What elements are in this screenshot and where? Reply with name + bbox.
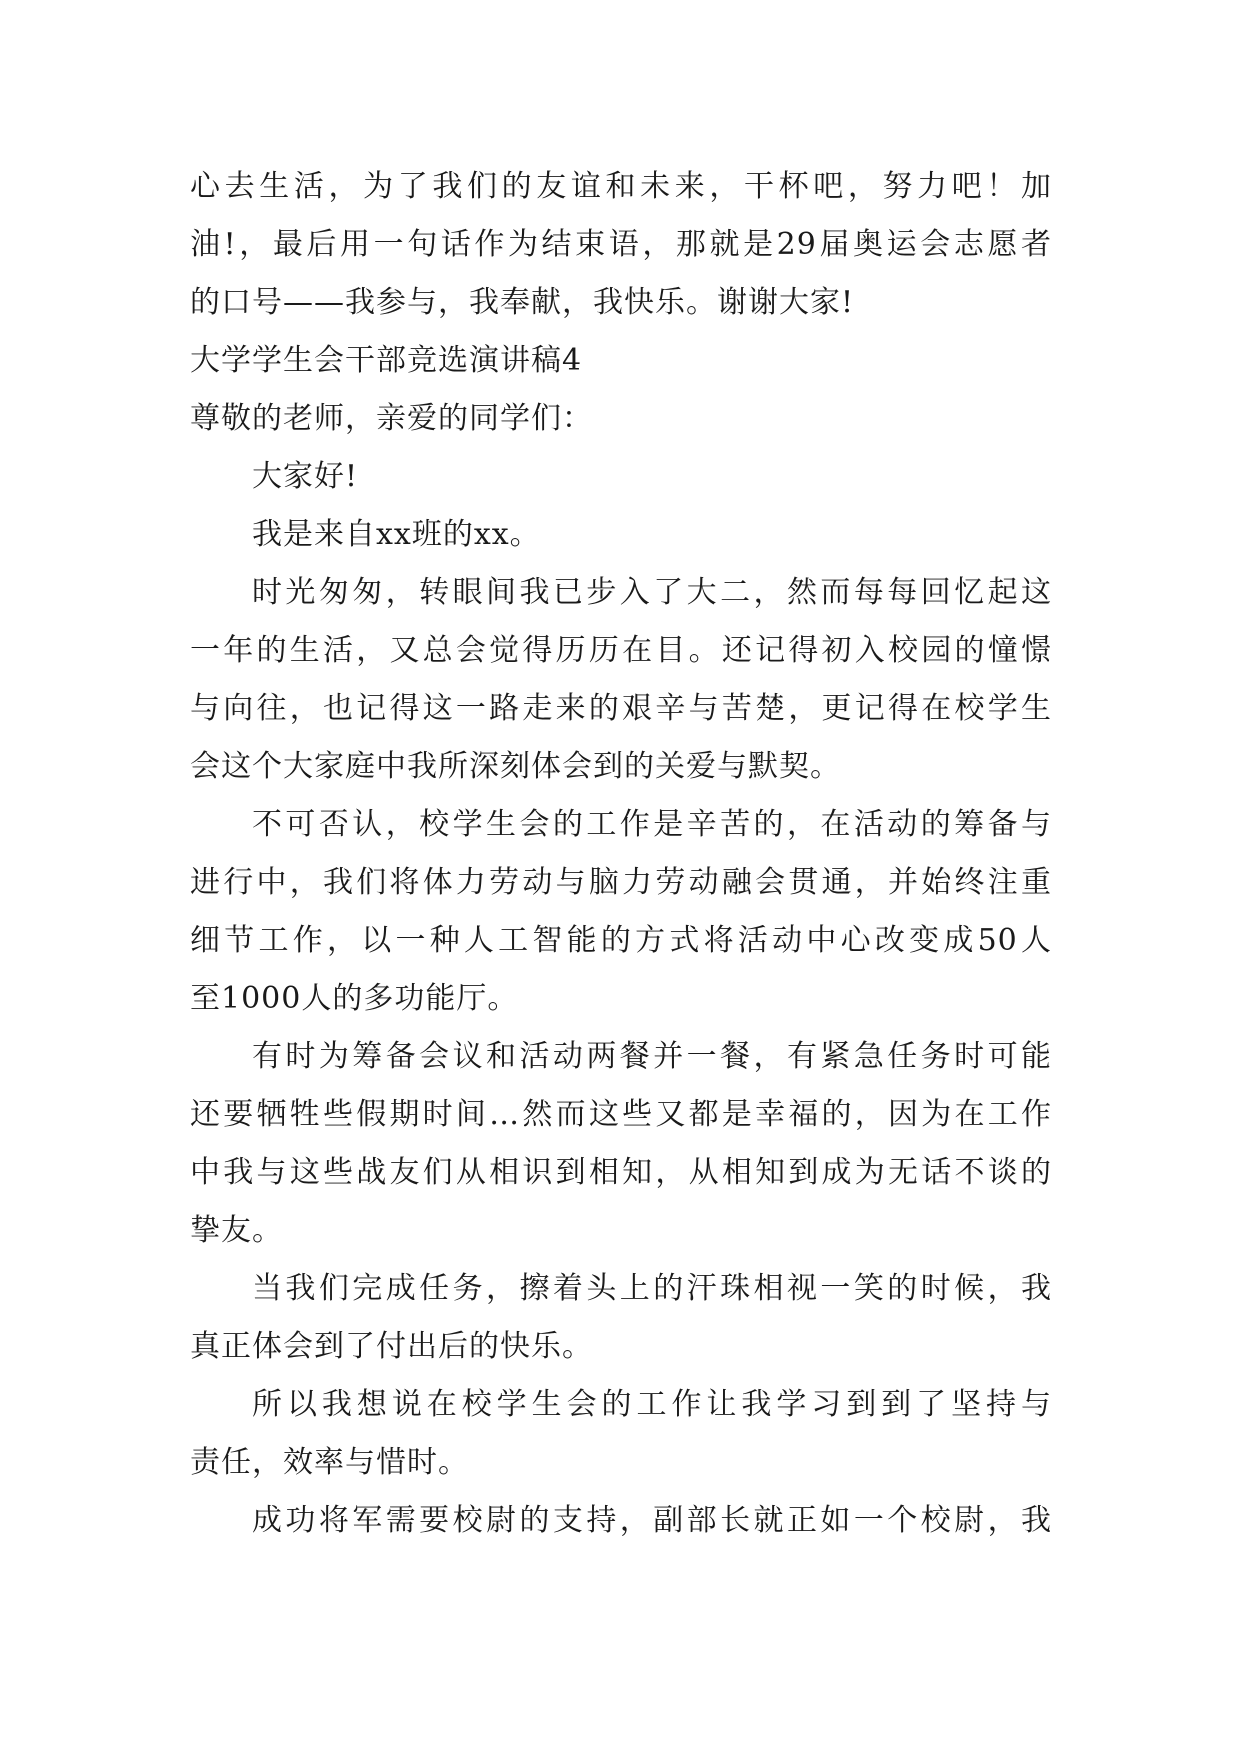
text-line: 挚友。 [190,1213,283,1248]
text-line: 还要牺牲些假期时间…然而这些又都是幸福的，因为在工作 [190,1097,1052,1132]
text-line: 当我们完成任务，擦着头上的汗珠相视一笑的时候，我 [252,1271,1052,1306]
text-line: 一年的生活，又总会觉得历历在目。还记得初入校园的憧憬 [190,633,1052,668]
text-line: 不可否认，校学生会的工作是辛苦的，在活动的筹备与 [252,807,1052,842]
text-line: 的口号——我参与，我奉献，我快乐。谢谢大家! [190,285,855,320]
text-line: 中我与这些战友们从相识到相知，从相知到成为无话不谈的 [190,1155,1052,1190]
section-title: 大学学生会干部竞选演讲稿4 [190,343,583,378]
text-line: 责任，效率与惜时。 [190,1445,469,1480]
text-line: 所以我想说在校学生会的工作让我学习到到了坚持与 [252,1387,1052,1422]
text-line: 有时为筹备会议和活动两餐并一餐，有紧急任务时可能 [252,1039,1052,1074]
text-line: 进行中，我们将体力劳动与脑力劳动融会贯通，并始终注重 [190,865,1052,900]
text-line: 会这个大家庭中我所深刻体会到的关爱与默契。 [190,749,841,784]
text-line: 时光匆匆，转眼间我已步入了大二，然而每每回忆起这 [252,575,1052,610]
salutation: 尊敬的老师，亲爱的同学们： [190,401,593,436]
text-line: 细节工作，以一种人工智能的方式将活动中心改变成50人 [190,923,1052,958]
text-line: 与向往，也记得这一路走来的艰辛与苦楚，更记得在校学生 [190,691,1052,726]
text-line: 油!，最后用一句话作为结束语，那就是29届奥运会志愿者 [190,227,1052,262]
text-line: 真正体会到了付出后的快乐。 [190,1329,593,1364]
text-line: 成功将军需要校尉的支持，副部长就正如一个校尉，我 [252,1503,1052,1538]
text-line: 心去生活，为了我们的友谊和未来，干杯吧，努力吧！加 [190,169,1052,204]
self-introduction: 我是来自xx班的xx。 [252,517,541,552]
text-line: 至1000人的多功能厅。 [190,981,519,1016]
greeting: 大家好! [252,459,359,494]
document-body [190,158,1052,1550]
